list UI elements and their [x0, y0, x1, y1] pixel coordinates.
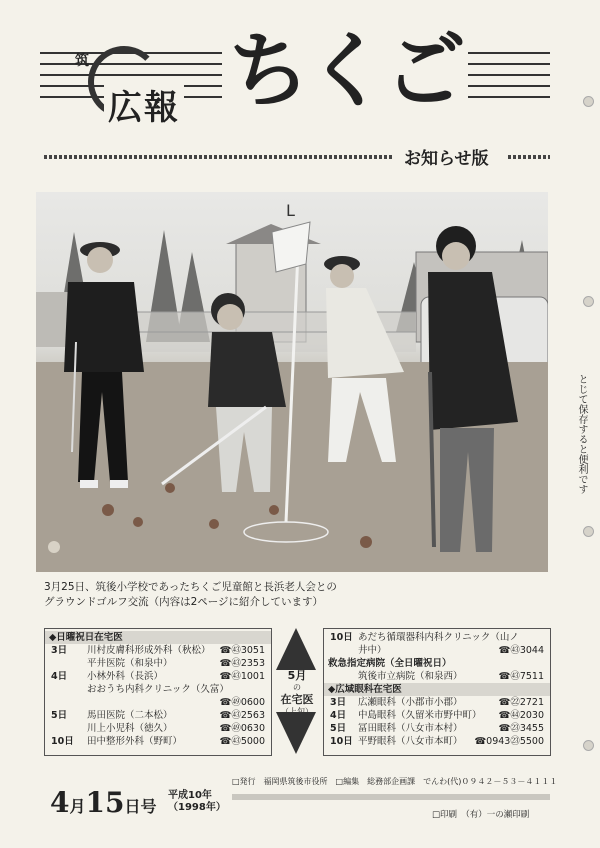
footer-bar — [232, 794, 550, 800]
right-clinic-box — [323, 628, 551, 756]
table-row: 川上小児科（徳久） ☎㊾0630 — [87, 723, 265, 734]
eye-clinic-title-row — [324, 683, 550, 696]
table-row: 5日 冨田眼科（八女市本村） ☎㉓3455 — [330, 723, 544, 734]
cover-photo — [36, 192, 548, 572]
subtitle-rule-left — [44, 155, 394, 159]
label-month: 5月 — [287, 669, 307, 682]
table-row: 4日 中島眼科（久留米市野中町） ☎㊹2030 — [330, 710, 544, 721]
table-row: 10日 あだち循環器科内科クリニック（山ノ — [330, 632, 519, 643]
table-row: 3日 川村皮膚科形成外科（秋松） ☎㊸3051 — [51, 645, 265, 656]
flag-label: L — [286, 201, 295, 220]
side-note: とじて保存すると便利です — [576, 374, 587, 494]
table-row: 井中） ☎㊸3044 — [358, 645, 544, 656]
table-row: 3日 広瀬眼科（小郡市小郡） ☎㉒2721 — [330, 697, 544, 708]
printer-info: □印刷 （有）一の瀬印刷 — [432, 810, 530, 820]
table-row: おおうち内科クリニック（久富） — [87, 684, 229, 695]
label-particle: の — [293, 683, 301, 692]
label-period: （上旬） — [281, 707, 313, 716]
arrow-down-icon — [276, 712, 316, 754]
table-row: 救急指定病院（全日曜祝日） — [328, 658, 452, 669]
binder-hole — [583, 526, 594, 537]
table-row: ☎㊾0600 — [219, 697, 265, 708]
masthead-title: ちくご — [222, 30, 468, 112]
table-row: 平井医院（和泉中） ☎㊸2353 — [87, 658, 265, 669]
table-row: 4日 小林外科（長浜） ☎㊸1001 — [51, 671, 265, 682]
photo-caption: 3月25日、筑後小学校であったちくご児童館と長浜老人会との グラウンドゴルフ交流（内容は2ページに紹介しています） — [44, 581, 337, 608]
binder-hole — [583, 740, 594, 751]
table-row: 10日 平野眼科（八女市本町） ☎0943㉓5500 — [330, 736, 544, 747]
arrow-up-icon — [276, 628, 316, 670]
table-row: 筑後市立病院（和泉西） ☎㊸7511 — [358, 671, 544, 682]
cover-photo-drawing — [36, 192, 548, 572]
subtitle-rule-right — [508, 155, 550, 159]
masthead-koho: 広報 — [104, 80, 184, 129]
holiday-clinic-title: ◆日曜祝日在宅医 — [49, 632, 123, 643]
holiday-clinic-box — [44, 628, 272, 756]
binder-hole — [583, 296, 594, 307]
publisher-info: □発行 福岡県筑後市役所 □編集 総務部企画課 でんわ(代)０９４２－５３－４１１１ — [232, 777, 558, 786]
label-title: 在宅医 — [280, 693, 314, 706]
binder-hole — [583, 96, 594, 107]
logo-mark: 筑 — [75, 53, 89, 69]
edition-subtitle: お知らせ版 — [404, 149, 489, 169]
table-row: 10日 田中整形外科（野町） ☎㊸5000 — [51, 736, 265, 747]
holiday-clinic-title-row — [45, 631, 271, 644]
eye-clinic-title: ◆広域眼科在宅医 — [328, 684, 402, 695]
table-row: 5日 馬田医院（二本松） ☎㊸2563 — [51, 710, 265, 721]
issue-era: 平成10年 （1998年） — [168, 790, 226, 813]
may-clinic-label — [272, 628, 322, 754]
issue-date: 4月15日号 — [50, 786, 157, 819]
